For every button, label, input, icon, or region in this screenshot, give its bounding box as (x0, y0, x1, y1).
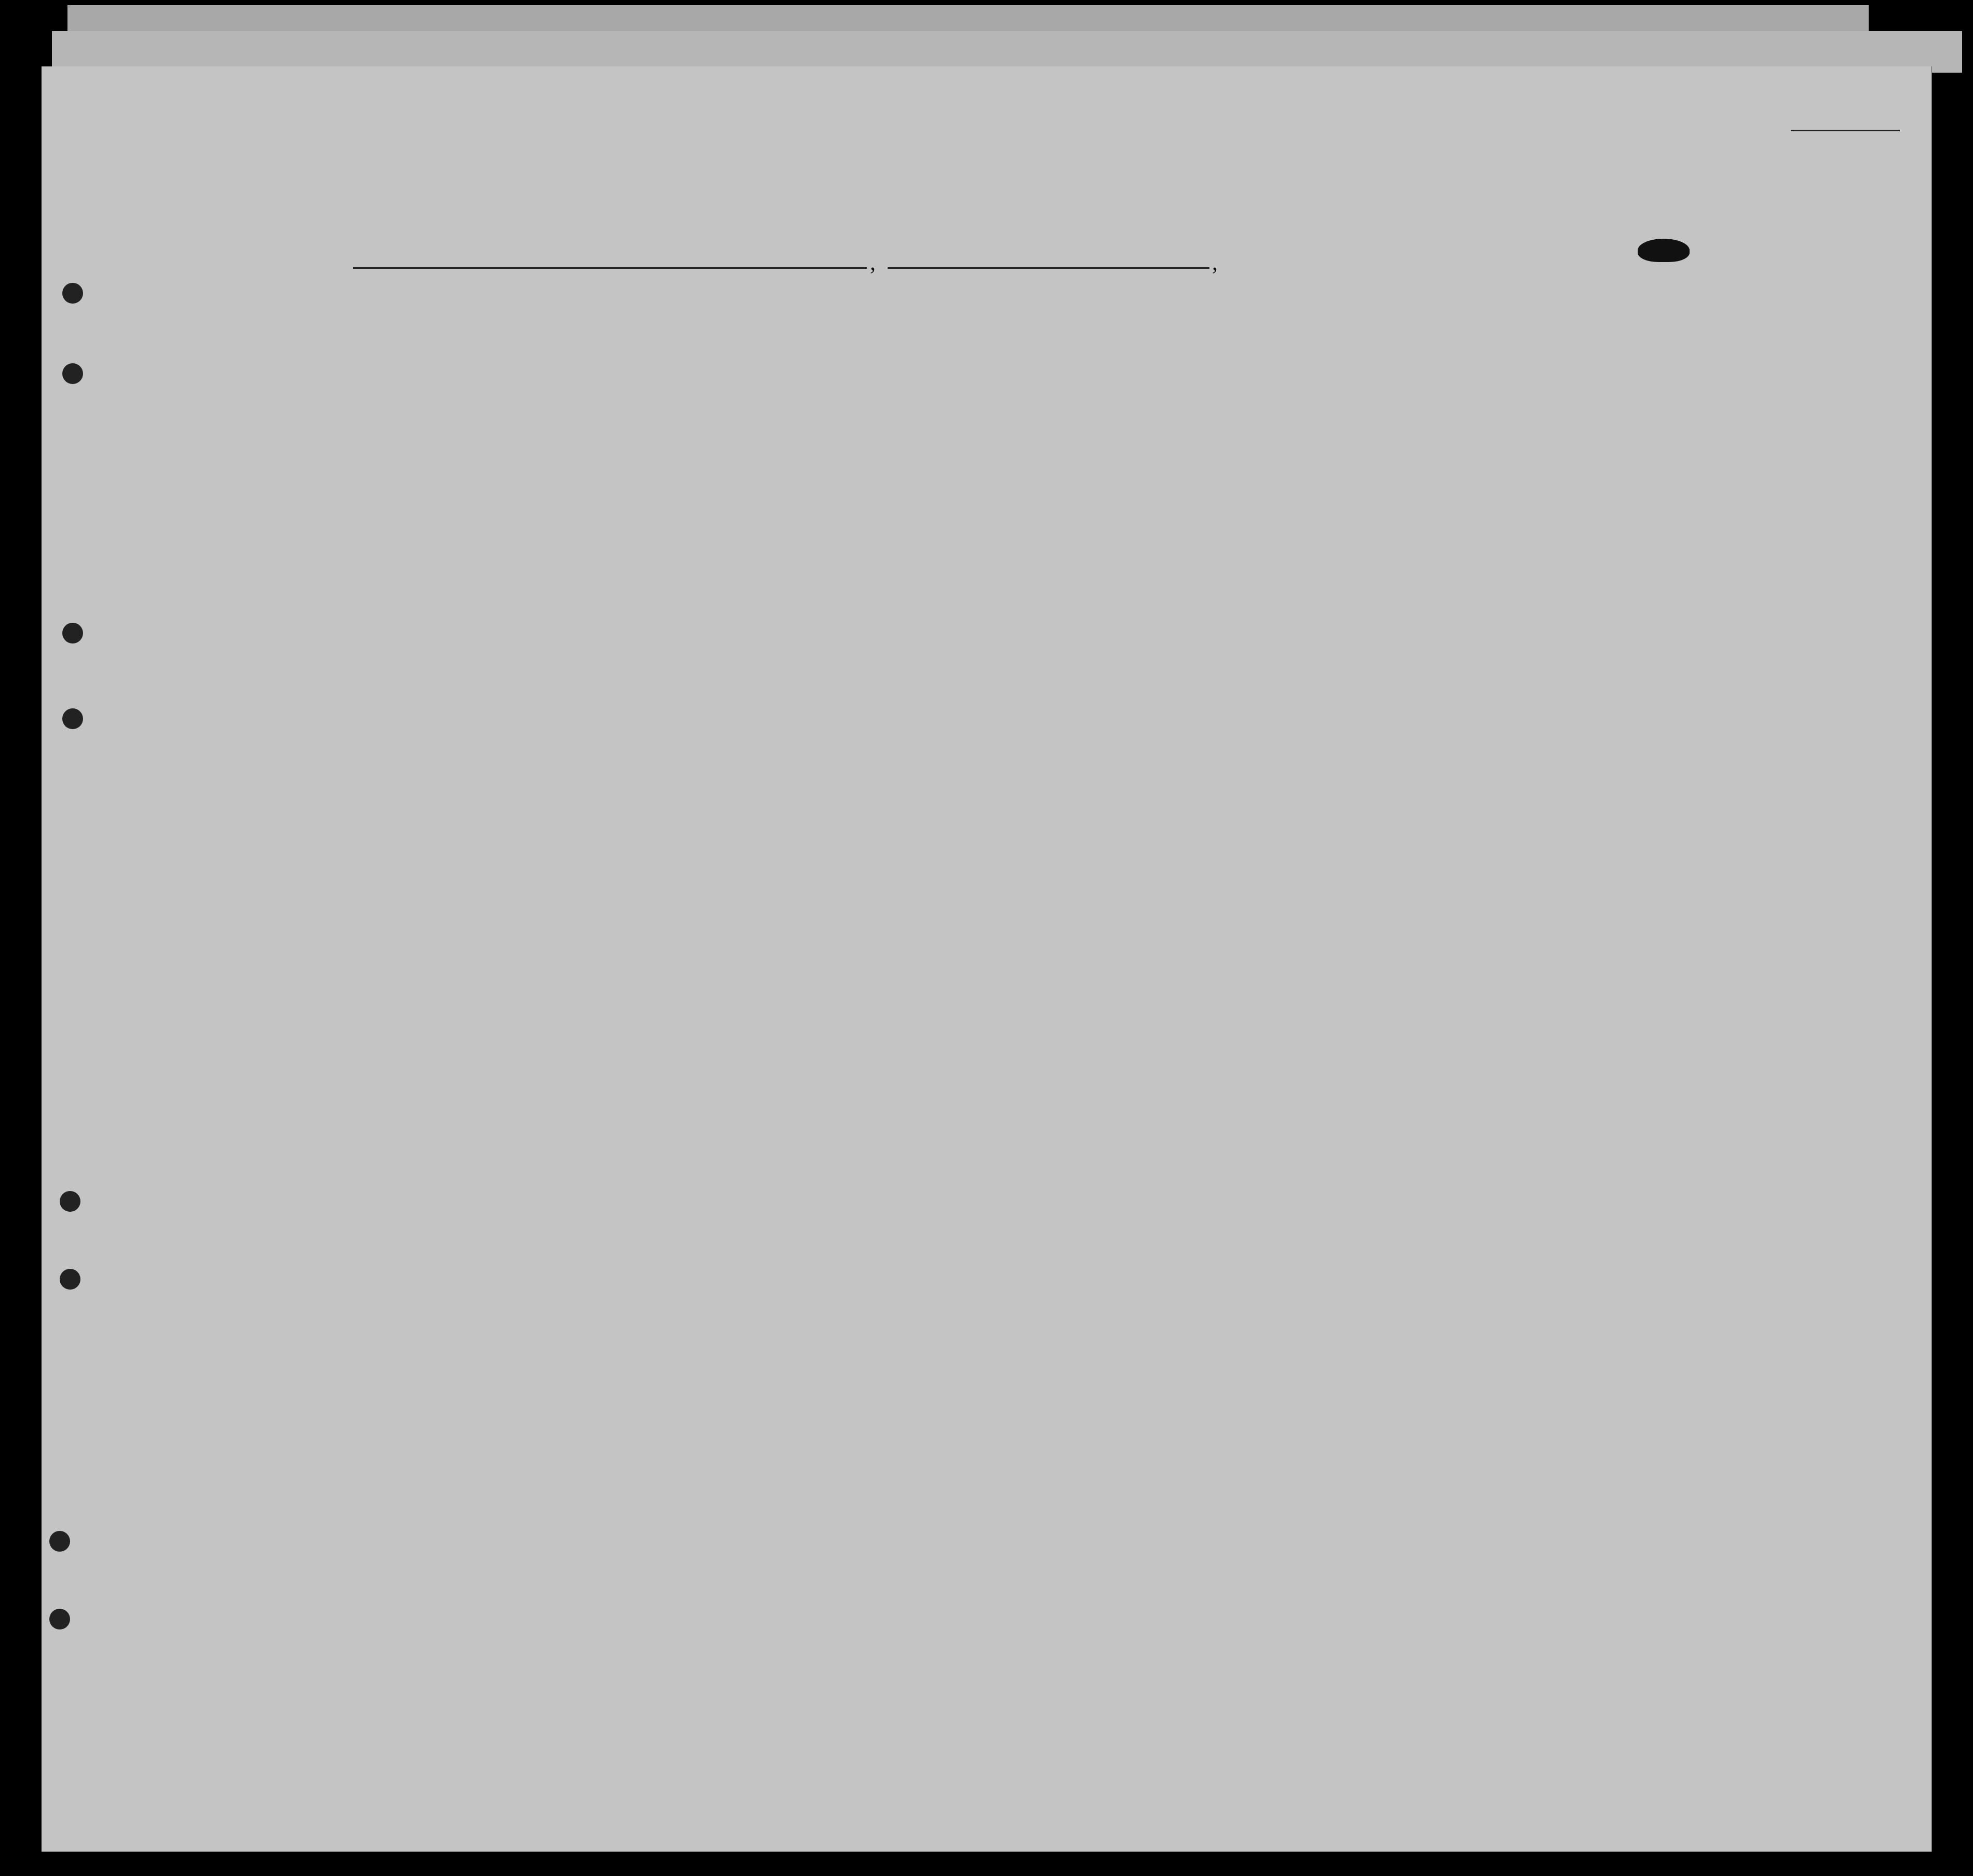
comma-2: , (1212, 250, 1218, 275)
comma: , (870, 250, 876, 275)
